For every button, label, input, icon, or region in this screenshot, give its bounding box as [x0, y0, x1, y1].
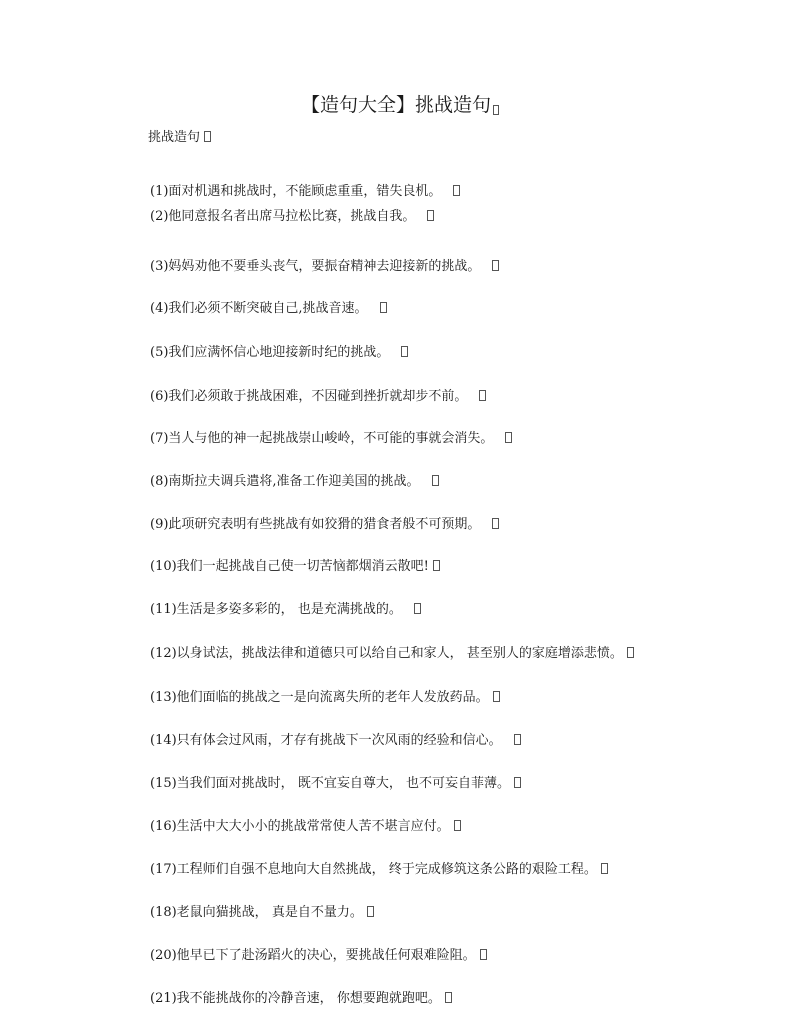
missing-glyph-icon	[453, 185, 460, 196]
sentence-item: (1)面对机遇和挑战时，不能顾虑重重，错失良机。	[150, 183, 460, 201]
missing-glyph-icon	[380, 302, 387, 313]
sentence-item: (12)以身试法，挑战法律和道德只可以给自己和家人， 甚至别人的家庭增添悲愤。	[150, 645, 634, 663]
sentence-item: (17)工程师们自强不息地向大自然挑战， 终于完成修筑这条公路的艰险工程。	[150, 861, 608, 879]
sentence-item: (4)我们必须不断突破自己,挑战音速。	[150, 300, 387, 318]
sentence-item: (6)我们必须敢于挑战困难，不因碰到挫折就却步不前。	[150, 388, 486, 406]
missing-glyph-icon	[433, 560, 440, 571]
missing-glyph-icon	[493, 105, 499, 115]
sentence-item: (14)只有体会过风雨，才存有挑战下一次风雨的经验和信心。	[150, 732, 521, 750]
missing-glyph-icon	[479, 390, 486, 401]
missing-glyph-icon	[492, 260, 499, 271]
missing-glyph-icon	[505, 432, 512, 443]
missing-glyph-icon	[454, 820, 461, 831]
missing-glyph-icon	[414, 603, 421, 614]
sentence-item: (11)生活是多姿多彩的， 也是充满挑战的。	[150, 601, 421, 619]
sentence-item: (21)我不能挑战你的冷静音速， 你想要跑就跑吧。	[150, 990, 452, 1008]
sentence-item: (16)生活中大大小小的挑战常常使人苦不堪言应付。	[150, 818, 461, 836]
sentence-item: (13)他们面临的挑战之一是向流离失所的老年人发放药品。	[150, 689, 500, 707]
missing-glyph-icon	[627, 647, 634, 658]
missing-glyph-icon	[432, 475, 439, 486]
sentence-item: (10)我们一起挑战自己使一切苦恼都烟消云散吧!	[150, 558, 440, 576]
missing-glyph-icon	[492, 518, 499, 529]
sentence-item: (9)此项研究表明有些挑战有如狡猾的猎食者般不可预期。	[150, 516, 499, 534]
missing-glyph-icon	[445, 992, 452, 1003]
sentence-item: (20)他早已下了赴汤蹈火的决心，要挑战任何艰难险阻。	[150, 947, 487, 965]
sentence-item: (5)我们应满怀信心地迎接新时纪的挑战。	[150, 344, 408, 362]
missing-glyph-icon	[367, 906, 374, 917]
sentence-item: (3)妈妈劝他不要垂头丧气，要振奋精神去迎接新的挑战。	[150, 258, 499, 276]
missing-glyph-icon	[401, 346, 408, 357]
missing-glyph-icon	[480, 949, 487, 960]
missing-glyph-icon	[601, 863, 608, 874]
sentence-item: (2)他同意报名者出席马拉松比赛，挑战自我。	[150, 208, 434, 226]
sentence-item: (18)老鼠向猫挑战， 真是自不量力。	[150, 904, 374, 922]
sentence-item: (7)当人与他的神一起挑战崇山峻岭，不可能的事就会消失。	[150, 430, 512, 448]
missing-glyph-icon	[493, 691, 500, 702]
missing-glyph-icon	[204, 131, 211, 142]
document-subtitle: 挑战造句	[148, 129, 211, 147]
missing-glyph-icon	[514, 734, 521, 745]
missing-glyph-icon	[427, 210, 434, 221]
sentence-item: (15)当我们面对挑战时， 既不宜妄自尊大， 也不可妄自菲薄。	[150, 775, 521, 793]
missing-glyph-icon	[514, 777, 521, 788]
sentence-item: (8)南斯拉夫调兵遣将,准备工作迎美国的挑战。	[150, 473, 439, 491]
document-title: 【造句大全】挑战造句	[0, 92, 800, 118]
